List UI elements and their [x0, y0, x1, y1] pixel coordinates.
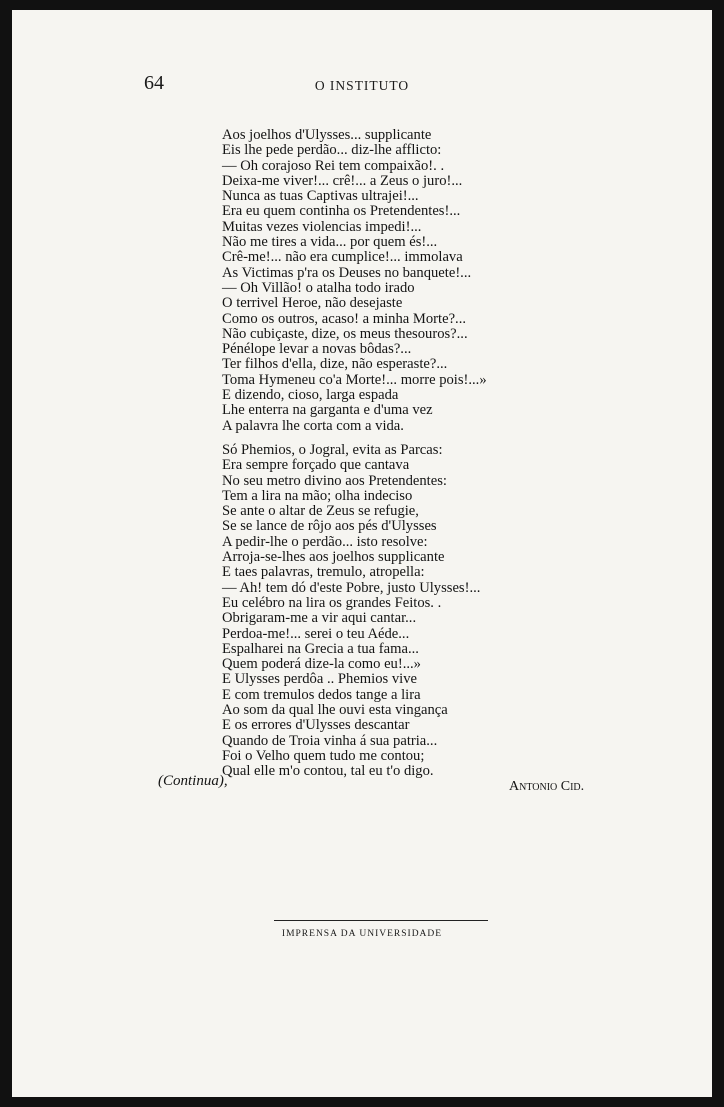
- verse-line: Ter filhos d'ella, dize, não esperaste?...: [222, 356, 448, 373]
- running-header: O INSTITUTO: [314, 78, 410, 93]
- verse-line: A pedir-lhe o perdão... isto resolve:: [222, 533, 428, 550]
- verse-line: Não me tires a vida... por quem és!...: [222, 234, 438, 251]
- author-signature: Antonio Cid.: [509, 779, 585, 794]
- page-number: 64: [144, 72, 164, 94]
- verse-line: No seu metro divino aos Pretendentes:: [222, 472, 447, 489]
- verse-line: Eu celébro na lira os grandes Feitos. .: [222, 594, 442, 611]
- verse-line: Arroja-se-lhes aos joelhos supplicante: [222, 549, 445, 566]
- verse-line: Nunca as tuas Captivas ultrajei!...: [222, 188, 419, 205]
- verse-line: Ao som da qual lhe ouvi esta vingança: [222, 702, 448, 719]
- verse-line: A palavra lhe corta com a vida.: [222, 417, 404, 434]
- verse-line: Foi o Velho quem tudo me contou;: [222, 747, 425, 764]
- verse-line: Quem poderá dize-la como eu!...»: [222, 656, 421, 673]
- verse-line: Se ante o altar de Zeus se refugie,: [222, 503, 419, 520]
- verse-line: Pénélope levar a novas bôdas?...: [222, 341, 412, 358]
- continua-note: (Continua),: [158, 773, 228, 789]
- verse-line: E dizendo, cioso, larga espada: [222, 387, 399, 404]
- verse-line: — Oh Villão! o atalha todo irado: [222, 279, 415, 296]
- verse-line: Crê-me!... não era cumplice!... immolava: [222, 249, 463, 266]
- verse-line: Era sempre forçado que cantava: [222, 457, 410, 474]
- verse-line: Não cubiçaste, dize, os meus thesouros?...: [222, 325, 468, 342]
- verse-line: Eis lhe pede perdão... diz-lhe afflicto:: [222, 142, 442, 159]
- verse-line: E taes palavras, tremulo, atropella:: [222, 564, 425, 581]
- verse-line: As Victimas p'ra os Deuses no banquete!...: [222, 264, 472, 281]
- verse-line: — Oh corajoso Rei tem compaixão!. .: [222, 157, 445, 174]
- verse-line: E com tremulos dedos tange a lira: [222, 686, 421, 703]
- verse-line: Se se lance de rôjo aos pés d'Ulysses: [222, 518, 437, 535]
- verse-line: Lhe enterra na garganta e d'uma vez: [222, 402, 433, 419]
- verse-line: Espalharei na Grecia a tua fama...: [222, 640, 419, 657]
- verse-line: Toma Hymeneu co'a Morte!... morre pois!...»: [222, 371, 487, 388]
- verse-line: Qual elle m'o contou, tal eu t'o digo.: [222, 763, 434, 780]
- footer-rule: [274, 920, 488, 921]
- verse-line: Quando de Troia vinha á sua patria...: [222, 732, 438, 749]
- verse-line: Tem a lira na mão; olha indeciso: [222, 487, 413, 504]
- poem-stanza-1: [222, 128, 487, 434]
- poem-stanza-2: [222, 443, 480, 780]
- verse-line: Era eu quem continha os Pretendentes!...: [222, 203, 461, 220]
- verse-line: E Ulysses perdôa .. Phemios vive: [222, 671, 417, 688]
- verse-line: Deixa-me viver!... crê!... a Zeus o juro!...: [222, 172, 463, 189]
- verse-line: Perdoa-me!... serei o teu Aéde...: [222, 625, 410, 642]
- verse-line: Só Phemios, o Jogral, evita as Parcas:: [222, 442, 443, 458]
- verse-line: Muitas vezes violencias impedi!...: [222, 218, 422, 235]
- verse-line: Aos joelhos d'Ulysses... supplicante: [222, 127, 432, 143]
- verse-line: — Ah! tem dó d'este Pobre, justo Ulysses!...: [222, 579, 481, 596]
- verse-line: O terrivel Heroe, não desejaste: [222, 295, 403, 312]
- verse-line: E os errores d'Ulysses descantar: [222, 717, 410, 734]
- verse-line: Como os outros, acaso! a minha Morte?...: [222, 310, 466, 327]
- imprint-line: IMPRENSA DA UNIVERSIDADE: [281, 929, 443, 939]
- verse-line: Obrigaram-me a vir aqui cantar...: [222, 610, 417, 627]
